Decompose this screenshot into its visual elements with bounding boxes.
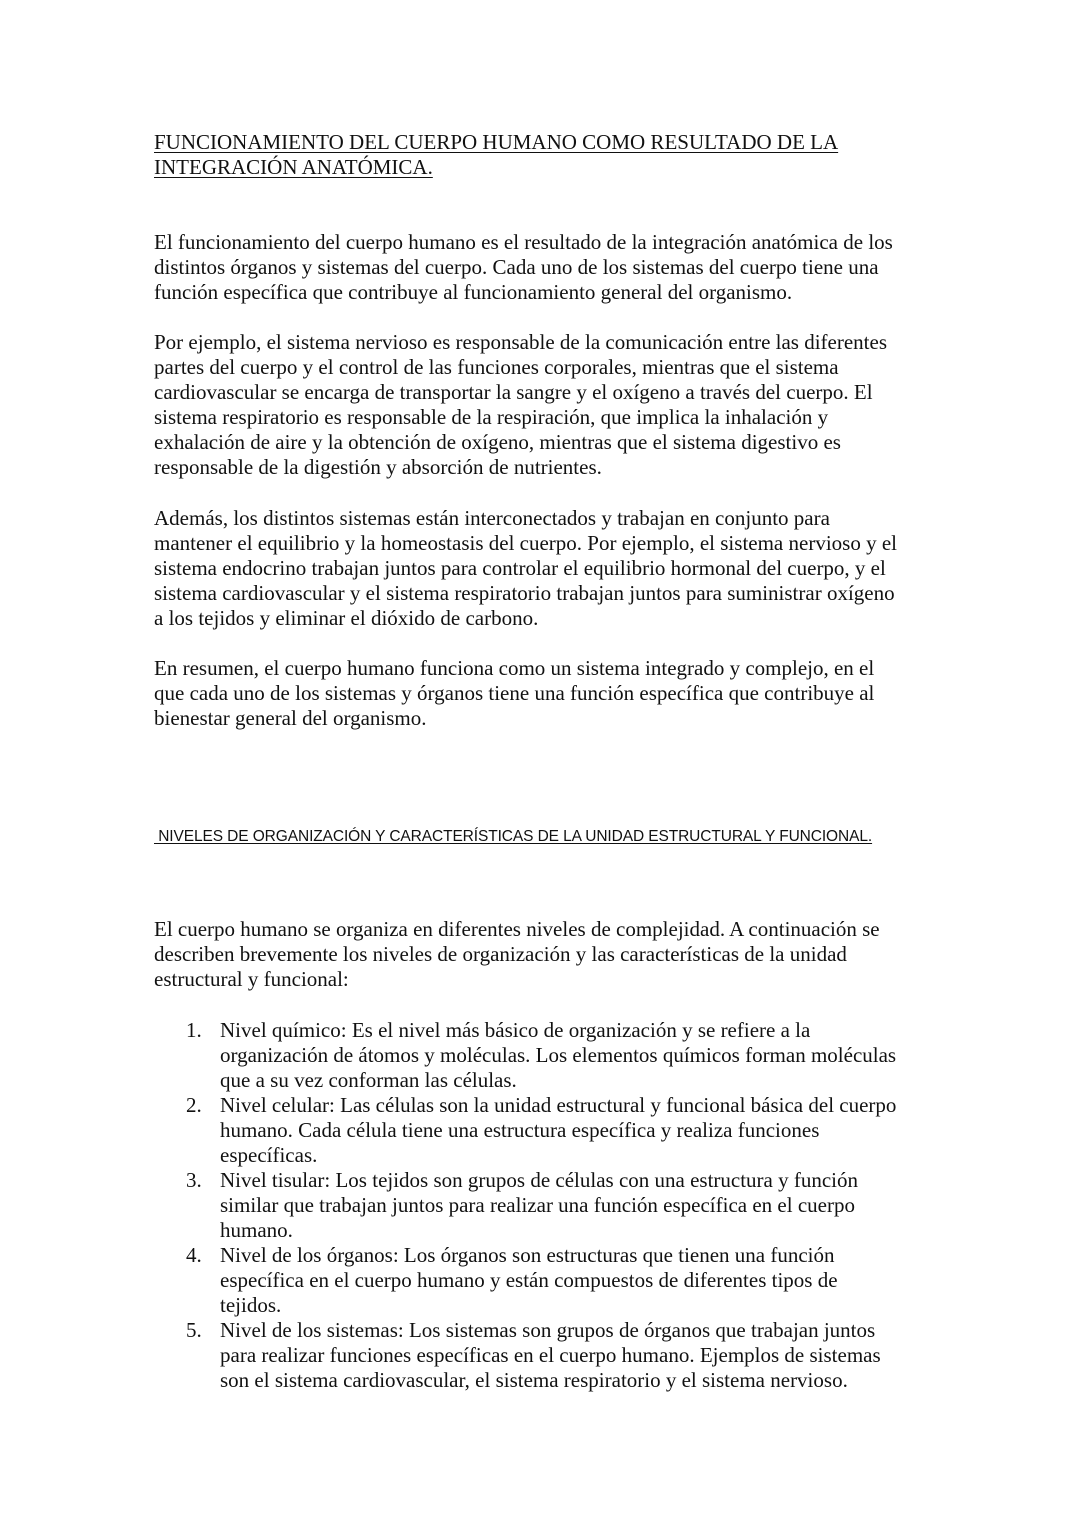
section1-title: [154, 130, 954, 180]
section2-title: NIVELES DE ORGANIZACIÓN Y CARACTERÍSTICAS DE LA UNIDAD ESTRUCTURAL Y FUNCIONAL.: [154, 828, 873, 845]
text-line: exhalación de aire y la obtención de oxígeno, mientras que el sistema digestivo es: [154, 430, 841, 454]
text-line: función específica que contribuye al funcionamiento general del organismo.: [154, 280, 793, 304]
paragraph-summary: [154, 656, 954, 731]
text-line: Nivel tisular: Los tejidos son grupos de células con una estructura y función: [220, 1168, 859, 1192]
list-number: 4.: [186, 1243, 202, 1267]
paragraph-interconnected: [154, 506, 954, 631]
text-line: Además, los distintos sistemas están interconectados y trabajan en conjunto para: [154, 506, 830, 530]
text-line: a los tejidos y eliminar el dióxido de carbono.: [154, 606, 539, 630]
text-line: partes del cuerpo y el control de las funciones corporales, mientras que el sistema: [154, 355, 839, 379]
paragraph-intro: [154, 230, 954, 305]
text-line: Nivel de los sistemas: Los sistemas son grupos de órganos que trabajan juntos: [220, 1318, 876, 1342]
text-line: humano. Cada célula tiene una estructura específica y realiza funciones: [220, 1118, 820, 1142]
list-number: 5.: [186, 1318, 202, 1342]
levels-list: [154, 1018, 954, 1393]
list-item: [154, 1318, 954, 1393]
text-line: estructural y funcional:: [154, 967, 349, 991]
text-line: sistema cardiovascular y el sistema respiratorio trabajan juntos para suministrar oxígeno: [154, 581, 895, 605]
text-line: organización de átomos y moléculas. Los elementos químicos forman moléculas: [220, 1043, 897, 1067]
text-line: El cuerpo humano se organiza en diferentes niveles de complejidad. A continuación se: [154, 917, 880, 941]
text-line: Por ejemplo, el sistema nervioso es responsable de la comunicación entre las diferentes: [154, 330, 888, 354]
title-line: INTEGRACIÓN ANATÓMICA.: [154, 155, 433, 179]
list-item: [154, 1093, 954, 1168]
text-line: El funcionamiento del cuerpo humano es el resultado de la integración anatómica de los: [154, 230, 893, 254]
text-line: específica en el cuerpo humano y están compuestos de diferentes tipos de: [220, 1268, 838, 1292]
text-line: Nivel celular: Las células son la unidad estructural y funcional básica del cuerpo: [220, 1093, 897, 1117]
text-line: bienestar general del organismo.: [154, 706, 427, 730]
list-item: [154, 1168, 954, 1243]
text-line: responsable de la digestión y absorción de nutrientes.: [154, 455, 602, 479]
list-number: 1.: [186, 1018, 202, 1042]
text-line: En resumen, el cuerpo humano funciona como un sistema integrado y complejo, en el: [154, 656, 875, 680]
text-line: Nivel de los órganos: Los órganos son estructuras que tienen una función: [220, 1243, 835, 1267]
text-line: sistema endocrino trabajan juntos para controlar el equilibrio hormonal del cuerpo, y el: [154, 556, 886, 580]
text-line: cardiovascular se encarga de transportar la sangre y el oxígeno a través del cuerpo. El: [154, 380, 873, 404]
list-item: [154, 1018, 954, 1093]
title-line: FUNCIONAMIENTO DEL CUERPO HUMANO COMO RESULTADO DE LA: [154, 130, 839, 154]
text-line: tejidos.: [220, 1293, 282, 1317]
text-line: sistema respiratorio es responsable de la respiración, que implica la inhalación y: [154, 405, 829, 429]
list-item: [154, 1243, 954, 1318]
text-line: humano.: [220, 1218, 293, 1242]
text-line: distintos órganos y sistemas del cuerpo. Cada uno de los sistemas del cuerpo tiene una: [154, 255, 879, 279]
text-line: similar que trabajan juntos para realizar una función específica en el cuerpo: [220, 1193, 855, 1217]
text-line: específicas.: [220, 1143, 318, 1167]
paragraph-levels-intro: [154, 917, 954, 992]
list-number: 3.: [186, 1168, 202, 1192]
paragraph-example: [154, 330, 954, 480]
text-line: que cada uno de los sistemas y órganos tiene una función específica que contribuye al: [154, 681, 875, 705]
text-line: son el sistema cardiovascular, el sistema respiratorio y el sistema nervioso.: [220, 1368, 848, 1392]
text-line: describen brevemente los niveles de organización y las características de la unidad: [154, 942, 847, 966]
list-number: 2.: [186, 1093, 202, 1117]
text-line: que a su vez conforman las células.: [220, 1068, 517, 1092]
text-line: para realizar funciones específicas en el cuerpo humano. Ejemplos de sistemas: [220, 1343, 881, 1367]
text-line: Nivel químico: Es el nivel más básico de organización y se refiere a la: [220, 1018, 811, 1042]
text-line: mantener el equilibrio y la homeostasis del cuerpo. Por ejemplo, el sistema nervioso y el: [154, 531, 897, 555]
